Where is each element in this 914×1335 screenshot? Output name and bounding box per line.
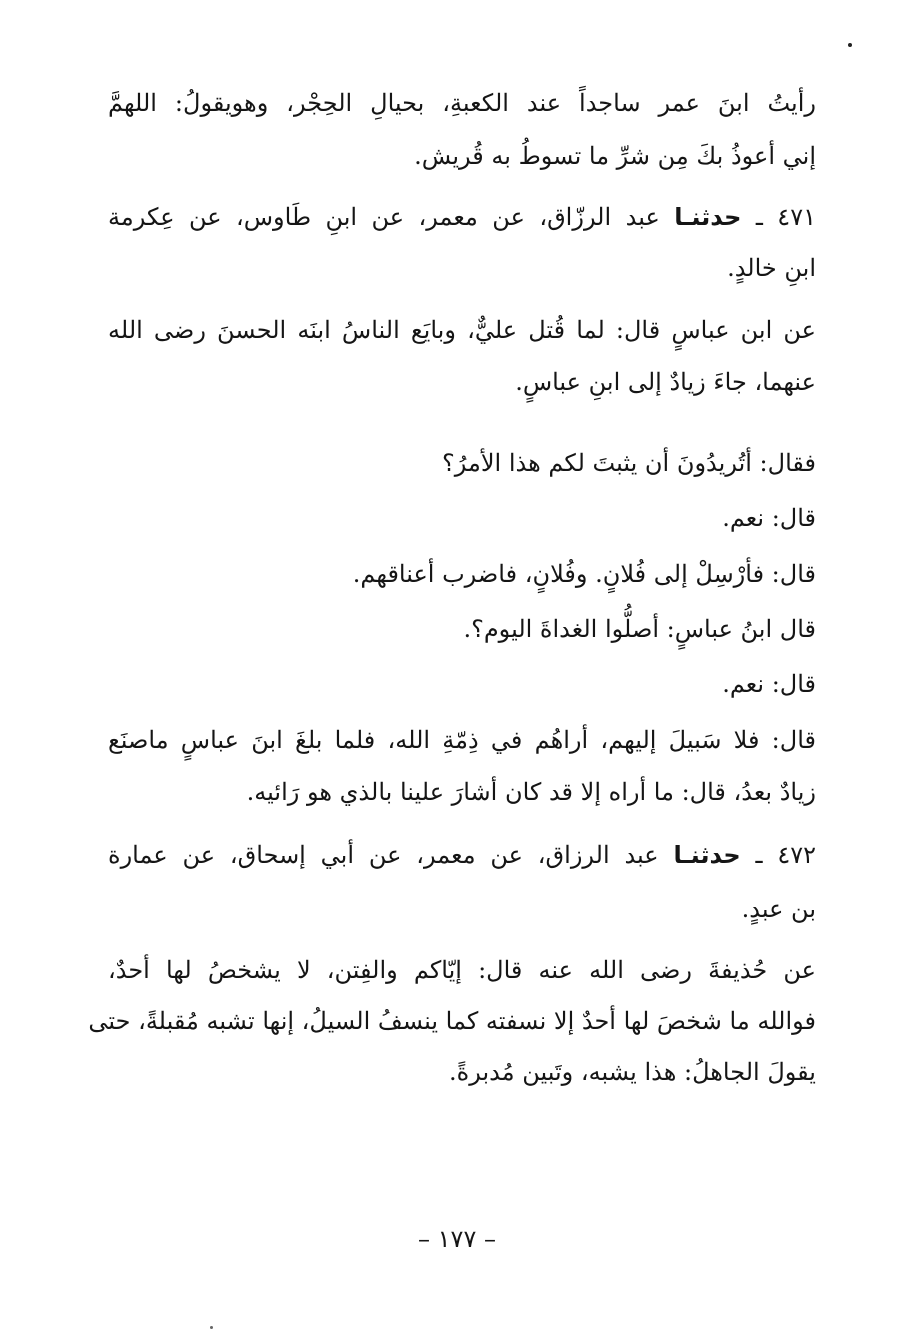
dialogue-line: فقال: أتُريدُونَ أن يثبتَ لكم هذا الأمرُ؟	[442, 449, 816, 477]
dialogue-line: قال: نعم.	[722, 504, 816, 532]
paragraph-1-line-2: إني أعوذُ بكَ مِن شرِّ ما تسوطُ به قُريش.	[414, 142, 816, 170]
paragraph-1-line-1: رأيتُ ابنَ عمر ساجداً عند الكعبةِ، بحيالِ الحِجْر، وهويقولُ: اللهمَّ	[108, 89, 816, 117]
hadith-471-closing-line-2: زيادٌ بعدُ، قال: ما أراه إلا قد كان أشارَ علينا بالذي هو رَائيه.	[246, 778, 816, 806]
dialogue-line: قال: نعم.	[722, 670, 816, 698]
hadith-471-number: ٤٧١ ـ	[755, 203, 816, 231]
hadith-472-text-line-2: فوالله ما شخصَ لها أحدٌ إلا نسفته كما ينسفُ السيلُ، إنها تشبه مُقبلةً، حتى	[88, 1007, 816, 1035]
hadith-472-keyword: حدثنـا	[673, 841, 741, 869]
dialogue-line: قال: فأرْسِلْ إلى فُلانٍ. وفُلانٍ، فاضرب أعناقهم.	[352, 560, 816, 588]
hadith-471-isnad-rest: عبد الرزّاق، عن معمر، عن ابنِ طَاوس، عن عِكرمة	[108, 203, 660, 231]
hadith-471-text-line-2: عنهما، جاءَ زيادٌ إلى ابنِ عباسٍ.	[515, 368, 816, 396]
hadith-472-text-line-1: عن حُذيفةَ رضى الله عنه قال: إيّاكم والفِتن، لا يشخصُ لها أحدٌ،	[108, 956, 816, 984]
page-speck	[848, 43, 852, 47]
hadith-472-isnad-line-2: بن عبدٍ.	[741, 895, 816, 923]
hadith-471-keyword: حدثنـا	[674, 203, 742, 231]
hadith-471-closing-line-1: قال: فلا سَبيلَ إليهم، أراهُم في ذِمّةِ الله، فلما بلغَ ابنَ عباسٍ ماصنَع	[108, 726, 816, 754]
hadith-471-isnad-line-2: ابنِ خالدٍ.	[727, 254, 816, 282]
hadith-471-isnad-line-1	[108, 202, 816, 232]
hadith-472-isnad-rest: عبد الرزاق، عن معمر، عن أبي إسحاق، عن عمارة	[108, 841, 659, 869]
hadith-472-number: ٤٧٢ ـ	[755, 841, 816, 869]
page-number: – ١٧٧ –	[418, 1225, 496, 1253]
page-speck	[210, 1326, 213, 1329]
hadith-472-text-line-3: يقولَ الجاهلُ: هذا يشبه، وتَبين مُدبرةً.	[449, 1058, 816, 1086]
hadith-471-text-line-1: عن ابن عباسٍ قال: لما قُتل عليٌّ، وبايَع الناسُ ابنَه الحسنَ رضى الله	[108, 316, 816, 344]
dialogue-line: قال ابنُ عباسٍ: أصلُّوا الغداةَ اليوم؟.	[463, 615, 816, 643]
hadith-472-isnad-line-1	[108, 840, 816, 870]
